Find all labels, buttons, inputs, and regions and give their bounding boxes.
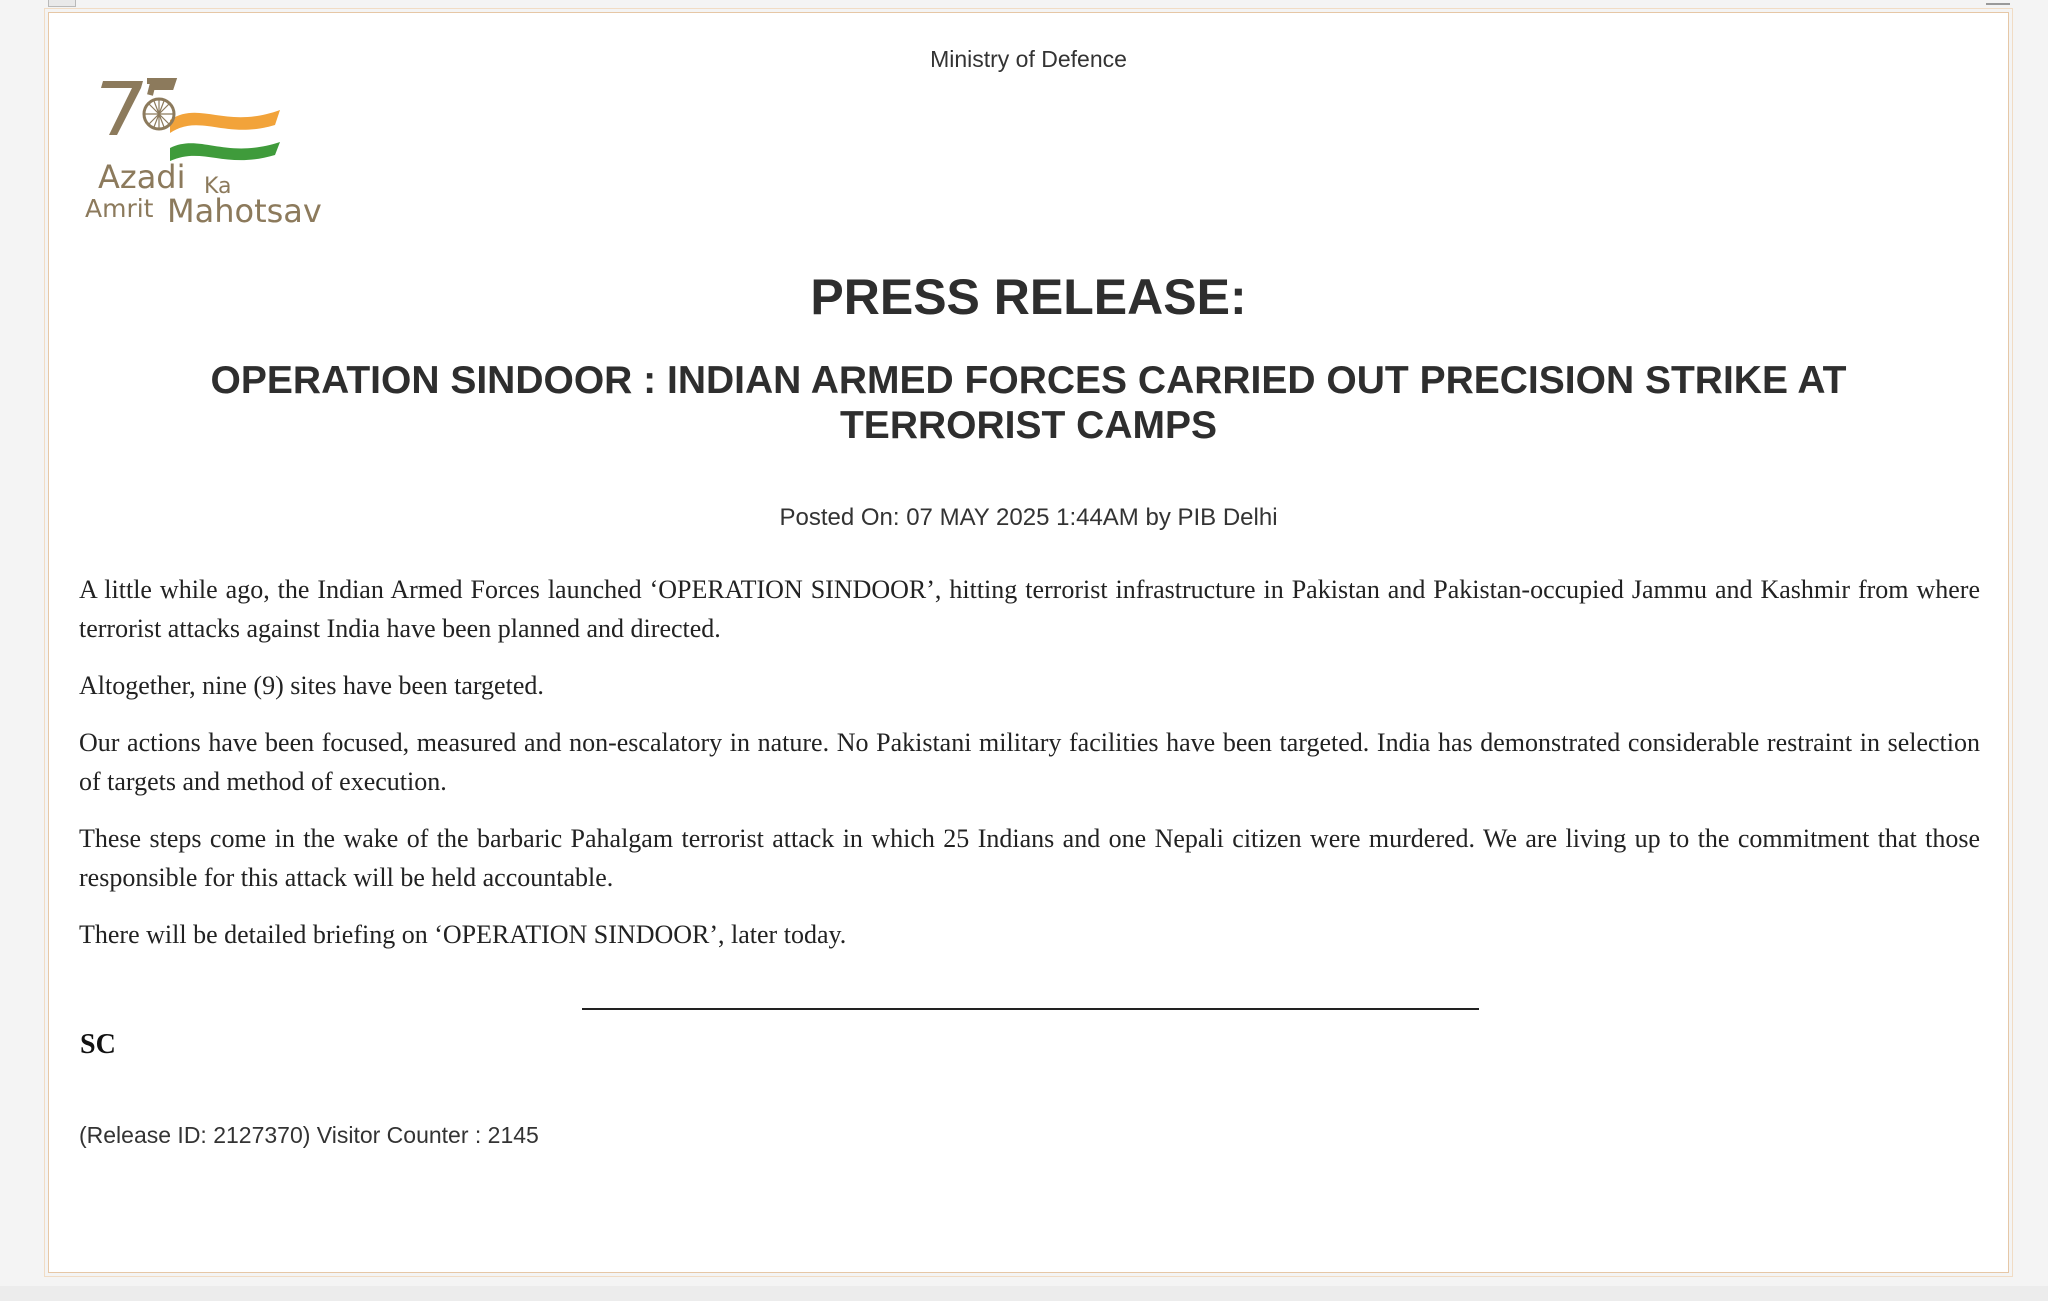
ministry-name: Ministry of Defence [930, 46, 1127, 72]
release-id-visitor-counter: (Release ID: 2127370) Visitor Counter : 2145 [79, 1122, 539, 1148]
window-corner-icon-right [1986, 0, 2010, 5]
body-paragraph: These steps come in the wake of the barbaric Pahalgam terrorist attack in which 25 Indians and one Nepali citizen were murdered. We are living up to the commitment that those responsible for this attack will be held accountable. [79, 824, 1980, 892]
logo-text-azadi: Azadi [98, 158, 186, 196]
body-paragraph: Our actions have been focused, measured and non-escalatory in nature. No Pakistani military facilities have been targeted. India has demonstrated considerable restraint in selection of targets and method of execution. [79, 728, 1980, 796]
azadi-ka-amrit-mahotsav-logo [85, 73, 345, 233]
window-bottom-strip [0, 1286, 2048, 1301]
press-release-label: PRESS RELEASE: [810, 269, 1247, 325]
press-release-headline: OPERATION SINDOOR : INDIAN ARMED FORCES CARRIED OUT PRECISION STRIKE AT TERRORIST CAMPS [210, 359, 1847, 447]
logo-text-amrit: Amrit [85, 194, 154, 223]
body-paragraph: Altogether, nine (9) sites have been targeted. [79, 671, 544, 700]
body-paragraph: There will be detailed briefing on ‘OPERATION SINDOOR’, later today. [79, 920, 847, 949]
logo-text-mahotsav: Mahotsav [167, 192, 322, 230]
window-corner-icon [48, 0, 76, 7]
press-release-frame [48, 12, 2009, 1273]
divider-line [582, 1008, 1479, 1010]
press-release-body [79, 570, 1980, 972]
signoff-initials: SC [80, 1029, 116, 1060]
body-paragraph: A little while ago, the Indian Armed Forces launched ‘OPERATION SINDOOR’, hitting terrorist infrastructure in Pakistan and Pakistan-occupied Jammu and Kashmir from where terrorist attacks against India have been planned and directed. [79, 575, 1980, 643]
logo-text-ka: Ka [204, 174, 232, 199]
posted-on-line: Posted On: 07 MAY 2025 1:44AM by PIB Delhi [779, 504, 1278, 531]
